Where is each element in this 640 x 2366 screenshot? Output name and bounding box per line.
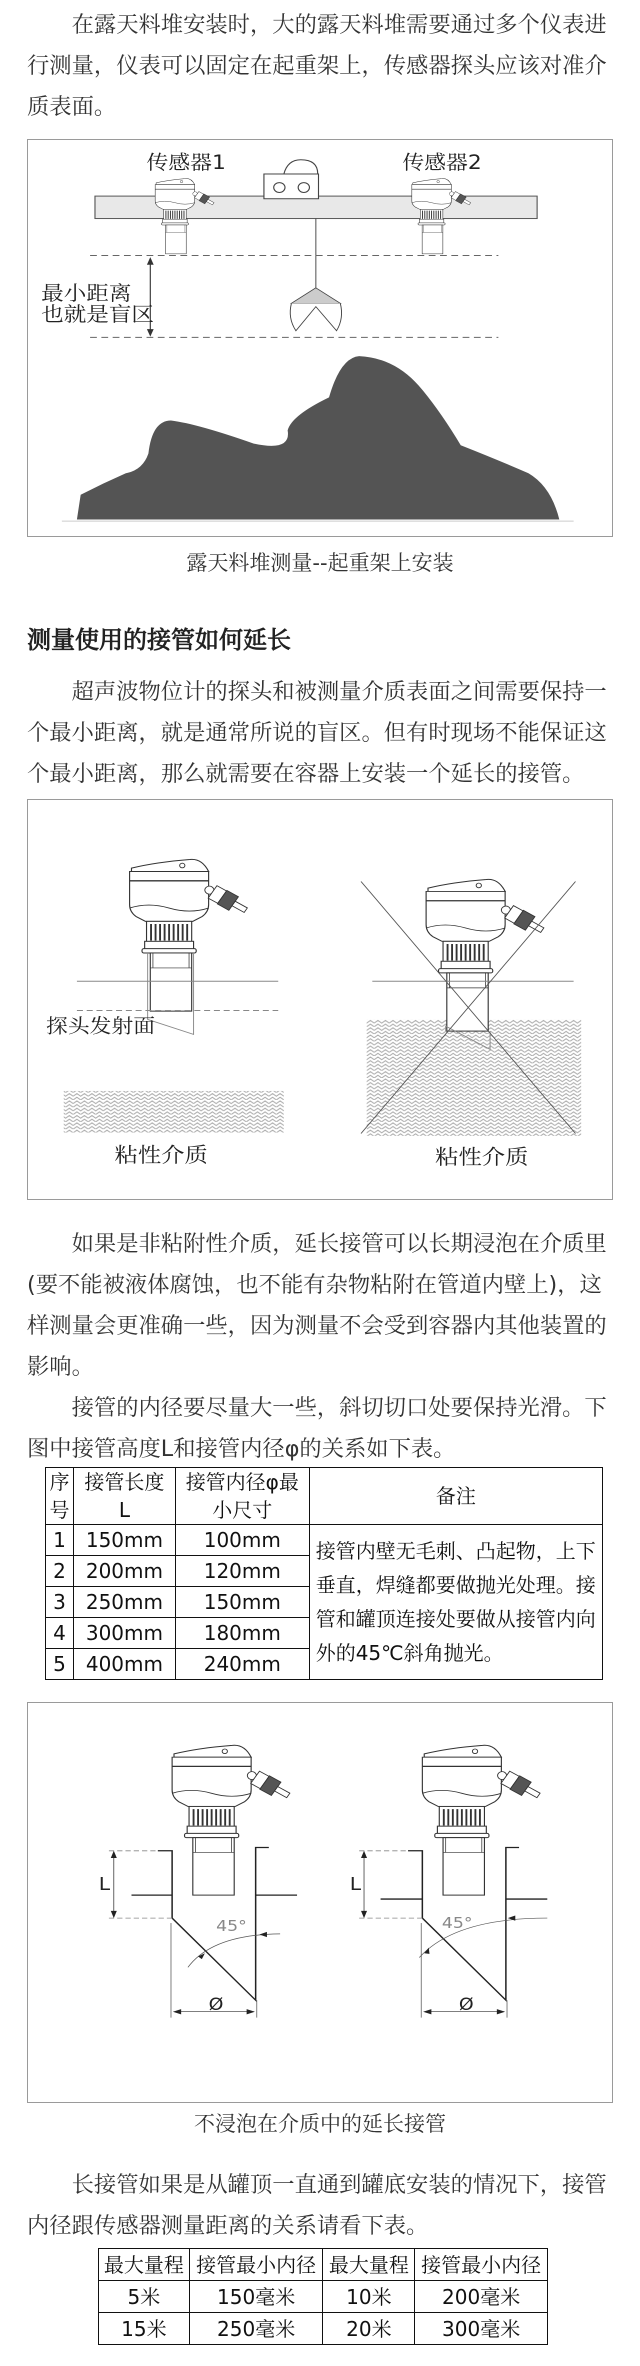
header-max-range: 最大量程 bbox=[323, 2249, 415, 2281]
cell-seq: 1 bbox=[46, 1525, 74, 1556]
cell-seq: 2 bbox=[46, 1556, 74, 1587]
sticky-medium-diagram bbox=[28, 800, 612, 1199]
cell-seq: 3 bbox=[46, 1587, 74, 1618]
length-label: L bbox=[349, 1874, 362, 1895]
cell-diameter: 100mm bbox=[175, 1525, 309, 1556]
cell-note: 接管内壁无毛刺、凸起物，上下垂直，焊缝都要做抛光处理。接管和罐顶连接处要做从接管内向外的45℃斜角抛光。 bbox=[309, 1525, 602, 1680]
header-min-diameter: 接管最小内径 bbox=[415, 2249, 548, 2281]
table-row bbox=[99, 2313, 548, 2345]
crane-trolley bbox=[264, 160, 319, 199]
probe-face-label: 探头发射面 bbox=[46, 1014, 156, 1038]
non-sticky-paragraph: 如果是非粘附性介质，延长接管可以长期浸泡在介质里(要不能被液体腐蚀，也不能有杂物粘附在管道内壁上)，这样测量会更准确一些，因为测量不会受到容器内其他装置的影响。 bbox=[27, 1231, 607, 1380]
cell-length: 150mm bbox=[73, 1525, 175, 1556]
cell-length: 400mm bbox=[73, 1649, 175, 1680]
right-pipe-drawing bbox=[350, 1745, 548, 2017]
right-medium-pattern bbox=[367, 1019, 581, 1135]
cell-diameter: 300毫米 bbox=[415, 2313, 548, 2345]
table-header-row bbox=[46, 1468, 603, 1525]
extension-intro-paragraph: 超声波物位计的探头和被测量介质表面之间需要保持一个最小距离，就是通常所说的盲区。但有时现场不能保证这个最小距离，那么就需要在容器上安装一个延长的接管。 bbox=[27, 679, 607, 787]
stockpile-diagram bbox=[28, 140, 612, 536]
table-row bbox=[99, 2281, 548, 2313]
header-seq: 序 号 bbox=[46, 1468, 74, 1525]
pipe-size-table bbox=[45, 1467, 603, 1680]
right-medium-label: 粘性介质 bbox=[435, 1146, 529, 1170]
cell-range: 5米 bbox=[99, 2281, 190, 2313]
right-sensor-drawing bbox=[426, 879, 547, 1031]
figure-3-caption: 不浸泡在介质中的延长接管 bbox=[194, 2112, 446, 2136]
length-label: L bbox=[98, 1874, 111, 1895]
extension-pipe-diagram bbox=[28, 1703, 612, 2102]
left-pipe-drawing bbox=[99, 1745, 297, 2017]
long-pipe-paragraph: 长接管如果是从罐顶一直通到罐底安装的情况下，接管内径跟传感器测量距离的关系请看下表。 bbox=[27, 2172, 607, 2239]
header-note: 备注 bbox=[309, 1468, 602, 1525]
angle-label: 45° bbox=[216, 1917, 247, 1935]
intro-paragraph: 在露天料堆安装时，大的露天料堆需要通过多个仪表进行测量，仪表可以固定在起重架上，传感器探头应该对准介质表面。 bbox=[27, 12, 607, 120]
left-medium-label: 粘性介质 bbox=[114, 1143, 208, 1168]
cell-diameter: 200毫米 bbox=[415, 2281, 548, 2313]
pipe-diameter-paragraph: 接管的内径要尽量大一些，斜切切口处要保持光滑。下图中接管高度L和接管内径φ的关系如下表。 bbox=[27, 1395, 607, 1462]
cell-diameter: 180mm bbox=[175, 1618, 309, 1649]
figure-open-stockpile bbox=[27, 139, 613, 537]
header-min-diameter: 接管最小内径 bbox=[189, 2249, 323, 2281]
sensor-2-label: 传感器2 bbox=[402, 151, 482, 174]
stockpile-shape bbox=[77, 356, 559, 519]
sensor-1-label: 传感器1 bbox=[146, 151, 226, 174]
angle-label: 45° bbox=[441, 1914, 473, 1932]
left-medium-pattern bbox=[64, 1091, 284, 1133]
cell-diameter: 150毫米 bbox=[189, 2281, 323, 2313]
cell-seq: 5 bbox=[46, 1649, 74, 1680]
diameter-label: Ø bbox=[208, 1996, 224, 2015]
grab-bucket-icon bbox=[290, 288, 341, 331]
cell-seq: 4 bbox=[46, 1618, 74, 1649]
section-heading: 测量使用的接管如何延长 bbox=[27, 626, 291, 654]
header-length: 接管长度 L bbox=[73, 1468, 175, 1525]
table-row bbox=[46, 1525, 603, 1556]
figure-sticky-medium bbox=[27, 799, 613, 1200]
header-max-range: 最大量程 bbox=[99, 2249, 190, 2281]
cell-diameter: 250毫米 bbox=[189, 2313, 323, 2345]
cell-range: 20米 bbox=[323, 2313, 415, 2345]
cell-diameter: 120mm bbox=[175, 1556, 309, 1587]
diameter-label: Ø bbox=[458, 1996, 474, 2015]
cell-diameter: 240mm bbox=[175, 1649, 309, 1680]
table-header-row bbox=[99, 2249, 548, 2281]
cell-length: 250mm bbox=[73, 1587, 175, 1618]
blind-zone-label: 也就是盲区 bbox=[41, 303, 154, 327]
cell-range: 10米 bbox=[323, 2281, 415, 2313]
min-distance-label: 最小距离 bbox=[41, 282, 132, 306]
header-diameter: 接管内径φ最 小尺寸 bbox=[175, 1468, 309, 1525]
figure-extension-pipe bbox=[27, 1702, 613, 2103]
cell-diameter: 150mm bbox=[175, 1587, 309, 1618]
range-diameter-table bbox=[98, 2248, 548, 2345]
cell-range: 15米 bbox=[99, 2313, 190, 2345]
cell-length: 200mm bbox=[73, 1556, 175, 1587]
figure-1-caption: 露天料堆测量--起重架上安装 bbox=[186, 551, 454, 575]
cell-length: 300mm bbox=[73, 1618, 175, 1649]
